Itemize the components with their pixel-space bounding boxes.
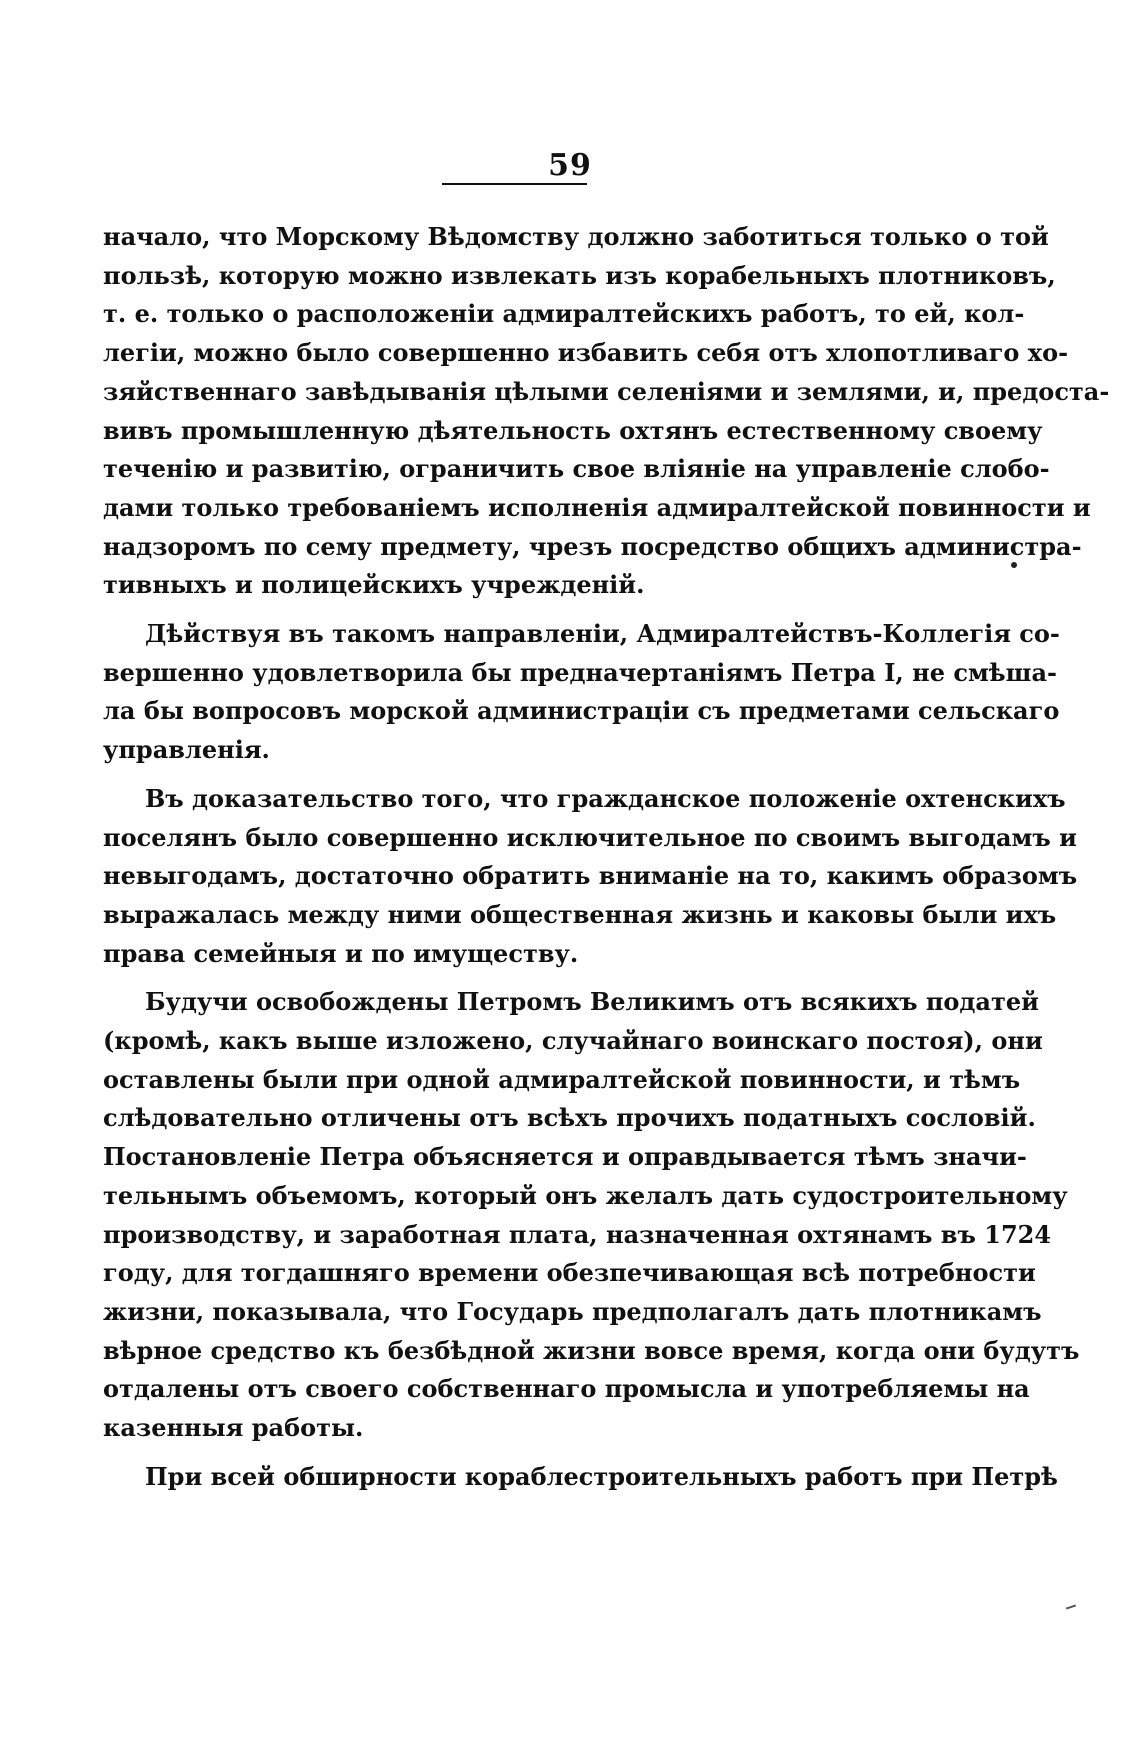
text-line: Постановленіе Петра объясняется и оправдывается тѣмъ значи-	[103, 1142, 1027, 1172]
text-line: зяйственнаго завѣдыванія цѣлыми селеніями и землями, и, предоста-	[103, 376, 1110, 406]
text-line: производству, и заработная плата, назначенная охтянамъ въ 1724	[103, 1219, 1052, 1249]
text-line: невыгодамъ, достаточно обратить вниманіе на то, какимъ образомъ	[103, 861, 1078, 891]
text-body	[103, 218, 1110, 1497]
paragraph-gap	[103, 605, 933, 615]
text-line: Будучи освобождены Петромъ Великимъ отъ всякихъ податей	[145, 987, 1039, 1017]
paragraph	[103, 1458, 1058, 1497]
text-line: т. е. только о расположеніи адмиралтейскихъ работъ, то ей, кол-	[103, 299, 1025, 329]
text-line: казенныя работы.	[103, 1413, 364, 1443]
text-line: управленія.	[103, 735, 270, 765]
text-line: начало, что Морскому Вѣдомству должно заботиться только о той	[103, 222, 1049, 251]
ink-dot	[1011, 562, 1017, 568]
page-number-rule	[442, 183, 587, 185]
text-line: Дѣйствуя въ такомъ направленіи, Адмиралтействъ-Коллегія со-	[145, 619, 1060, 649]
text-line: выражалась между ними общественная жизнь и каковы были ихъ	[103, 899, 1057, 929]
text-line: дами только требованіемъ исполненія адмиралтейской повинности и	[103, 492, 1091, 522]
ink-mark	[1066, 1605, 1076, 1610]
paragraph-gap	[103, 770, 933, 780]
text-line: При всей обширности кораблестроительныхъ работъ при Петрѣ	[145, 1461, 1058, 1491]
text-line: вершенно удовлетворила бы предначертаніямъ Петра I, не смѣша-	[103, 657, 1057, 687]
paragraph	[103, 983, 1080, 1447]
text-line: легіи, можно было совершенно избавить себя отъ хлопотливаго хо-	[103, 338, 1069, 368]
text-line: (кромѣ, какъ выше изложено, случайнаго воинскаго постоя), они	[103, 1026, 1043, 1056]
text-line: слѣдовательно отличены отъ всѣхъ прочихъ податныхъ сословій.	[103, 1103, 1036, 1133]
text-line: ла бы вопросовъ морской администраціи съ предметами сельскаго	[103, 696, 1060, 726]
page-number: 59	[548, 148, 592, 183]
text-line: оставлены были при одной адмиралтейской повинности, и тѣмъ	[103, 1064, 1021, 1094]
text-line: пользѣ, которую можно извлекать изъ корабельныхъ плотниковъ,	[103, 260, 1056, 290]
paragraph	[103, 218, 1110, 605]
paragraph-gap	[103, 973, 933, 983]
text-line: теченію и развитію, ограничить свое вліяніе на управленіе слобо-	[103, 454, 1050, 484]
text-line: поселянъ было совершенно исключительное по своимъ выгодамъ и	[103, 822, 1077, 852]
text-line: надзоромъ по сему предмету, чрезъ посредство общихъ администра-	[103, 531, 1082, 561]
text-line: тивныхъ и полицейскихъ учрежденій.	[103, 570, 645, 600]
paragraph	[103, 780, 1078, 974]
text-line: отдалены отъ своего собственнаго промысла и употребляемы на	[103, 1374, 1030, 1404]
text-line: вивъ промышленную дѣятельность охтянъ естественному своему	[103, 415, 1043, 445]
text-line: тельнымъ объемомъ, который онъ желалъ дать судостроительному	[103, 1180, 1068, 1210]
text-line: права семейныя и по имуществу.	[103, 938, 579, 968]
text-line: году, для тогдашняго времени обезпечивающая всѣ потребности	[103, 1258, 1036, 1288]
text-line: жизни, показывала, что Государь предполагалъ дать плотникамъ	[103, 1296, 1042, 1326]
text-line: Въ доказательство того, что гражданское положеніе охтенскихъ	[145, 783, 1066, 813]
paragraph	[103, 615, 1060, 770]
text-line: вѣрное средство къ безбѣдной жизни вовсе время, когда они будутъ	[103, 1335, 1080, 1365]
paragraph-gap	[103, 1448, 933, 1458]
